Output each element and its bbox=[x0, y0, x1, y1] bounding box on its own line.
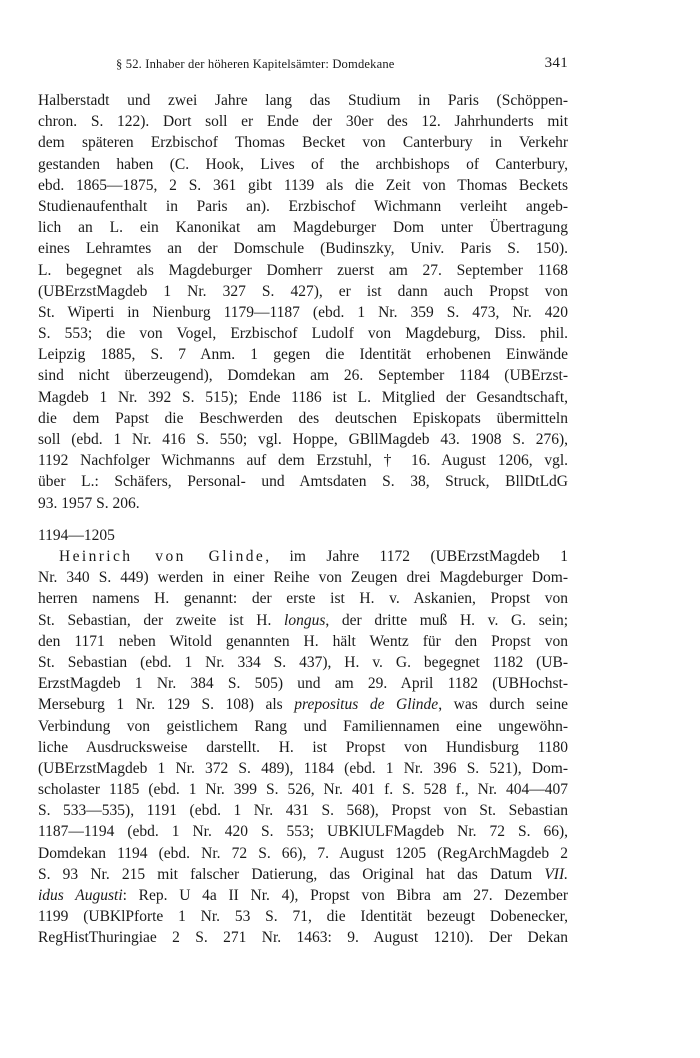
text-line: ErzstMagdeb 1 Nr. 384 S. 505) und am 29. April 1182 (UBHochst- bbox=[38, 675, 568, 693]
person-name: Heinrich von Glinde bbox=[59, 548, 266, 565]
text-run: Merseburg 1 Nr. 129 S. 108) als bbox=[38, 696, 295, 714]
text-line: 1192 Nachfolger Wichmanns auf dem Erzstuhl, † 16. August 1206, vgl. bbox=[38, 452, 568, 470]
entry-dates: 1194—1205 bbox=[38, 527, 115, 544]
text-line: Nr. 340 S. 449) werden in einer Reihe von Zeugen drei Magdeburger Dom- bbox=[38, 569, 568, 587]
text-line: den 1171 neben Witold genannten H. hält Wentz für den Propst von bbox=[38, 632, 568, 650]
text-line: 1187—1194 (ebd. 1 Nr. 420 S. 553; UBKlULFMagdeb Nr. 72 S. 66), bbox=[38, 823, 568, 841]
text-line: eines Lehramtes an der Domschule (Budinszky, Univ. Paris S. 150). bbox=[38, 240, 568, 258]
page-header bbox=[38, 57, 568, 75]
italic-term: longus bbox=[284, 611, 326, 629]
text-line: dem späteren Erzbischof Thomas Becket von Canterbury in Verkehr bbox=[38, 134, 568, 152]
text-run: S. 93 Nr. 215 mit falscher Datierung, das Original hat das Datum bbox=[38, 865, 545, 883]
text-line: Studienaufenthalt in Paris an). Erzbischof Wichmann verleiht angeb- bbox=[38, 197, 568, 215]
text-line: 93. 1957 S. 206. bbox=[38, 494, 140, 512]
text-line: RegHistThuringiae 2 S. 271 Nr. 1463: 9. August 1210). Der Dekan bbox=[38, 929, 568, 947]
text-line: St. Sebastian (ebd. 1 Nr. 334 S. 437), H. v. G. begegnet 1182 (UB- bbox=[38, 653, 568, 671]
text-line: Magdeb 1 Nr. 392 S. 515); Ende 1186 ist L. Mitglied der Gesandtschaft, bbox=[38, 388, 568, 406]
text-run: St. Sebastian, der zweite ist H. bbox=[38, 611, 285, 629]
text-line: St. Wiperti in Nienburg 1179—1187 (ebd. 1 Nr. 359 S. 473, Nr. 420 bbox=[38, 303, 568, 321]
italic-term: VII. bbox=[544, 865, 568, 883]
text-line: über L.: Schäfers, Personal- und Amtsdaten S. 38, Struck, BllDtLdG bbox=[38, 473, 568, 491]
text-line: (UBErzstMagdeb 1 Nr. 327 S. 427), er ist dann auch Propst von bbox=[38, 282, 568, 300]
text-run: , was durch seine bbox=[438, 696, 568, 714]
italic-term: idus Augusti bbox=[38, 887, 123, 904]
paragraph-continued bbox=[38, 90, 568, 514]
text-line: 1199 (UBKlPforte 1 Nr. 53 S. 71, die Identität bezeugt Dobenecker, bbox=[38, 908, 568, 926]
text-line: chron. S. 122). Dort soll er Ende der 30er des 12. Jahrhunderts mit bbox=[38, 113, 568, 131]
text-line: herren namens H. genannt: der erste ist H. v. Askanien, Propst von bbox=[38, 590, 568, 608]
page-number: 341 bbox=[544, 55, 568, 71]
text-run: , der dritte muß H. v. G. sein; bbox=[325, 611, 568, 629]
text-line: gestanden haben (C. Hook, Lives of the archbishops of Canterbury, bbox=[38, 155, 568, 173]
text-line: S. 533—535), 1191 (ebd. 1 Nr. 431 S. 568), Propst von St. Sebastian bbox=[38, 802, 568, 820]
text-line: sind nicht überzeugend), Domdekan am 26. September 1184 (UBErzst- bbox=[38, 367, 568, 385]
text-line: Domdekan 1194 (ebd. Nr. 72 S. 66), 7. August 1205 (RegArchMagdeb 2 bbox=[38, 844, 568, 862]
text-run: : Rep. U 4a II Nr. 4), Propst von Bibra am 27. Dezember bbox=[122, 887, 568, 904]
text-line: lich an L. ein Kanonikat am Magdeburger Dom unter Übertragung bbox=[38, 219, 568, 237]
text-line: Leipzig 1885, S. 7 Anm. 1 gegen die Identität erhobenen Einwände bbox=[38, 346, 568, 364]
text-line: L. begegnet als Magdeburger Domherr zuerst am 27. September 1168 bbox=[38, 261, 568, 279]
text-line: liche Ausdrucksweise darstellt. H. ist Propst von Hundisburg 1180 bbox=[38, 738, 568, 756]
text-line bbox=[38, 694, 568, 715]
entry-paragraph bbox=[38, 546, 568, 949]
text-line bbox=[38, 546, 568, 567]
text-line bbox=[38, 610, 568, 631]
text-line: S. 553; die von Vogel, Erzbischof Ludolf von Magdeburg, Diss. phil. bbox=[38, 325, 568, 343]
text-line: Halberstadt und zwei Jahre lang das Studium in Paris (Schöppen- bbox=[38, 92, 568, 109]
text-line: ebd. 1865—1875, 2 S. 361 gibt 1139 als die Zeit von Thomas Beckets bbox=[38, 176, 568, 194]
running-head: § 52. Inhaber der höheren Kapitelsämter: Domdekane bbox=[116, 57, 395, 71]
text-line bbox=[38, 864, 568, 885]
text-line: Verbindung von geistlichem Rang und Familiennamen eine ungewöhn- bbox=[38, 717, 568, 735]
text-run: , im Jahre 1172 (UBErzstMagdeb 1 bbox=[265, 548, 568, 565]
text-line bbox=[38, 885, 568, 906]
text-line: scholaster 1185 (ebd. 1 Nr. 399 S. 526, Nr. 401 f. S. 528 f., Nr. 404—407 bbox=[38, 781, 568, 799]
italic-term: prepositus de Glinde bbox=[294, 696, 439, 714]
text-line: die dem Papst die Beschwerden des deutschen Episkopats übermitteln bbox=[38, 409, 568, 427]
text-line: soll (ebd. 1 Nr. 416 S. 550; vgl. Hoppe, GBllMagdeb 43. 1908 S. 276), bbox=[38, 431, 568, 448]
text-line: (UBErzstMagdeb 1 Nr. 372 S. 489), 1184 (ebd. 1 Nr. 396 S. 521), Dom- bbox=[38, 759, 568, 777]
